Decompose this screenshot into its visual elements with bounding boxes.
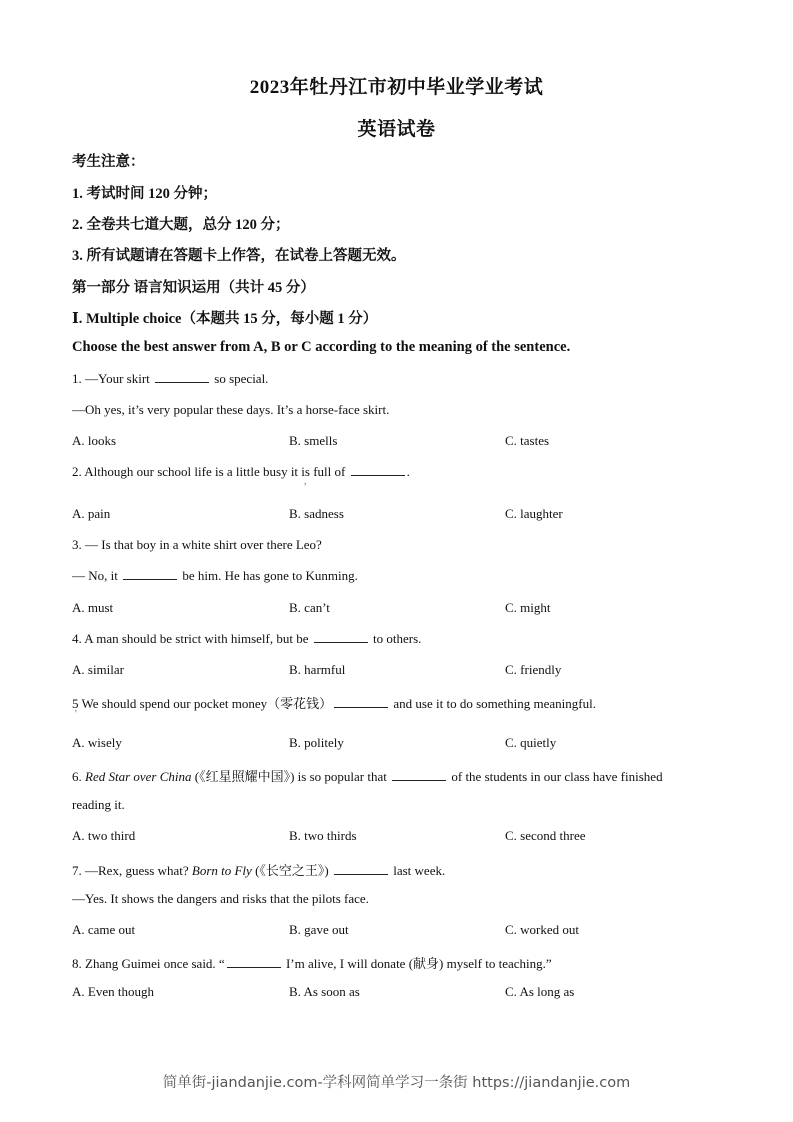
question-7-option-c: C. worked out: [505, 922, 580, 937]
notice-item-1: 1. 考试时间 120 分钟；: [72, 186, 217, 202]
question-4-option-b: B. harmful: [289, 662, 346, 677]
footer-watermark: 简单街-jiandanjie.com-学科网简单学习一条街 https://jiandanjie.com: [162, 1075, 631, 1091]
section-title: Ⅰ. Multiple choice（本题共 15 分，每小题 1 分）: [72, 311, 378, 327]
answer-blank: [334, 864, 388, 875]
answer-blank: [227, 957, 281, 968]
question-4-option-a: A. similar: [72, 662, 124, 677]
exam-title: 2023年牡丹江市初中毕业学业考试: [249, 77, 544, 98]
question-1-line-1: 1. —Your skirt so special.: [72, 371, 269, 386]
part-heading: 第一部分 语言知识运用（共计 45 分）: [72, 280, 315, 296]
question-7-option-a: A. came out: [72, 922, 136, 937]
movie-title: Born to Fly: [191, 863, 252, 878]
answer-blank: [334, 697, 388, 708]
question-3-line-2: — No, it be him. He has gone to Kunming.: [72, 568, 358, 583]
question-4-line-1: 4. A man should be strict with himself, but be to others.: [72, 631, 422, 646]
notice-item-2: 2. 全卷共七道大题，总分 120 分；: [72, 217, 290, 233]
question-1-line-2: —Oh yes, it’s very popular these days. It’s a horse-face skirt.: [72, 402, 390, 417]
stray-mark: ': [75, 709, 77, 720]
question-2-option-a: A. pain: [72, 506, 111, 521]
question-8-option-a: A. Even though: [72, 984, 154, 999]
question-3-option-c: C. might: [505, 600, 551, 615]
question-2-line-1: 2. Although our school life is a little busy it is full of .: [72, 464, 410, 479]
exam-subtitle: 英语试卷: [357, 119, 436, 140]
question-3-option-a: A. must: [72, 600, 114, 615]
question-5-option-b: B. politely: [289, 735, 344, 750]
question-3-option-b: B. can’t: [289, 600, 330, 615]
question-1-option-a: A. looks: [72, 433, 117, 448]
stray-comma: ,: [304, 476, 307, 487]
question-7-line-2: —Yes. It shows the dangers and risks that the pilots face.: [72, 891, 369, 906]
answer-blank: [123, 569, 177, 580]
question-8-option-c: C. As long as: [505, 984, 575, 999]
question-8-option-b: B. As soon as: [289, 984, 360, 999]
book-title: Red Star over China: [85, 769, 192, 784]
answer-blank: [314, 632, 368, 643]
question-6-line-1: 6. Red Star over China (《红星照耀中国》) is so popular that of the students in our class have finished: [72, 769, 663, 784]
question-2-option-b: B. sadness: [289, 506, 344, 521]
answer-blank: [155, 372, 209, 383]
section-instruction: Choose the best answer from A, B or C according to the meaning of the sentence.: [72, 339, 571, 355]
question-6-line-2: reading it.: [72, 797, 125, 812]
question-7-option-b: B. gave out: [289, 922, 349, 937]
question-5-option-a: A. wisely: [72, 735, 122, 750]
question-6-option-b: B. two thirds: [289, 828, 357, 843]
question-5-line-1: 5 We should spend our pocket money（零花钱） and use it to do something meaningful.: [72, 696, 596, 711]
question-3-line-1: 3. — Is that boy in a white shirt over there Leo?: [72, 537, 322, 552]
question-6-option-a: A. two third: [72, 828, 136, 843]
answer-blank: [392, 770, 446, 781]
question-4-option-c: C. friendly: [505, 662, 562, 677]
question-7-line-1: 7. —Rex, guess what? Born to Fly (《长空之王》) last week.: [72, 863, 446, 878]
question-5-option-c: C. quietly: [505, 735, 557, 750]
notice-item-3: 3. 所有试题请在答题卡上作答，在试卷上答题无效。: [72, 248, 406, 264]
question-2-option-c: C. laughter: [505, 506, 563, 521]
question-6-option-c: C. second three: [505, 828, 586, 843]
question-8-line-1: 8. Zhang Guimei once said. “ I’m alive, I will donate (献身) myself to teaching.”: [72, 956, 552, 971]
question-1-option-c: C. tastes: [505, 433, 550, 448]
notice-heading: 考生注意：: [72, 154, 145, 170]
question-1-option-b: B. smells: [289, 433, 338, 448]
answer-blank: [351, 465, 405, 476]
